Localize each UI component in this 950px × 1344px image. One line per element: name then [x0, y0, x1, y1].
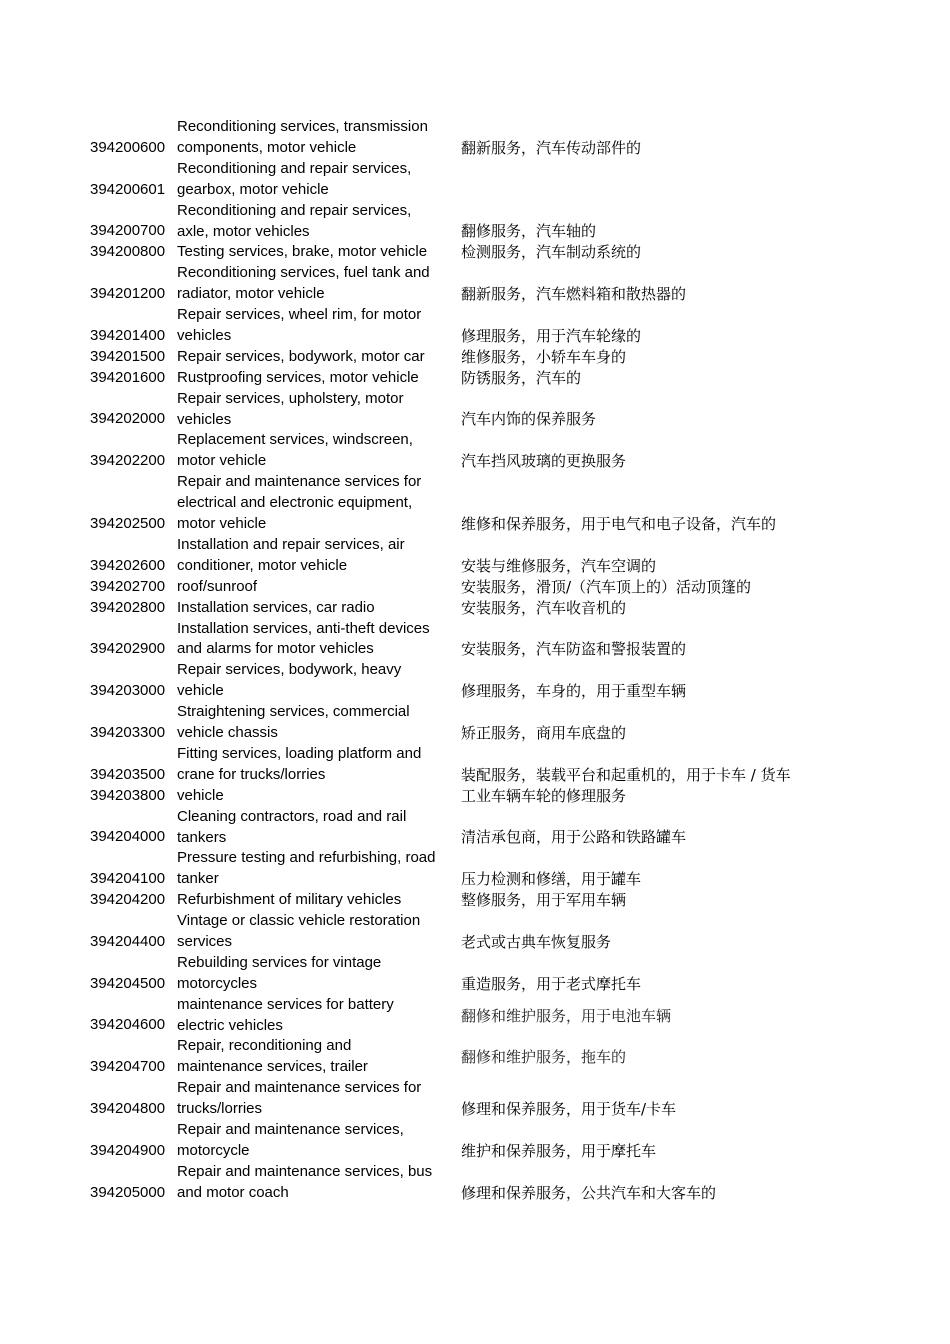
- chinese-translation: 矫正服务，商用车底盘的: [461, 723, 627, 742]
- chinese-translation: 安装与维修服务，汽车空调的: [461, 556, 657, 575]
- english-description-line: Replacement services, windscreen,: [177, 431, 413, 449]
- english-description-line: Repair services, bodywork, motor car: [177, 347, 425, 365]
- english-description-line: and motor coach: [177, 1183, 289, 1201]
- english-description-line: motor vehicle: [177, 515, 267, 533]
- english-description-line: Pressure testing and refurbishing, road: [177, 849, 436, 867]
- table-row: [0, 660, 950, 702]
- english-description-line: crane for trucks/lorries: [177, 765, 326, 783]
- table-row: [0, 848, 950, 890]
- chinese-translation: 老式或古典车恢复服务: [461, 932, 612, 951]
- translation-table: [0, 117, 950, 1204]
- item-code: 394200800: [90, 243, 166, 261]
- english-description: [177, 263, 457, 305]
- chinese-translation: 维修和保养服务，用于电气和电子设备，汽车的: [461, 514, 777, 533]
- english-description: [177, 430, 457, 472]
- english-description: [177, 660, 457, 702]
- english-description-line: Straightening services, commercial: [177, 703, 410, 721]
- item-code: 394200600: [90, 138, 166, 156]
- item-code: 394203500: [90, 765, 166, 783]
- chinese-translation: 装配服务，装载平台和起重机的，用于卡车 / 货车: [461, 765, 791, 784]
- chinese-translation: 翻新服务，汽车燃料箱和散热器的: [461, 285, 687, 304]
- english-description-line: services: [177, 932, 233, 950]
- english-description: [177, 786, 457, 807]
- english-description-line: Installation services, anti-theft devices: [177, 619, 430, 637]
- chinese-translation: 防锈服务，汽车的: [461, 368, 582, 387]
- item-code: 394202900: [90, 640, 166, 658]
- english-description: [177, 807, 457, 849]
- english-description-line: gearbox, motor vehicle: [177, 180, 329, 198]
- english-description-line: motorcycle: [177, 1141, 250, 1159]
- english-description-line: components, motor vehicle: [177, 138, 357, 156]
- table-row: [0, 911, 950, 953]
- item-code: 394204900: [90, 1141, 166, 1159]
- english-description: [177, 242, 457, 263]
- item-code: 394201500: [90, 347, 166, 365]
- english-description: [177, 953, 457, 995]
- english-description: [177, 702, 457, 744]
- english-description-line: tanker: [177, 870, 219, 888]
- english-description: [177, 577, 457, 598]
- english-description-line: motorcycles: [177, 974, 258, 992]
- english-description-line: Repair, reconditioning and: [177, 1037, 352, 1055]
- english-description: [177, 117, 457, 159]
- english-description-line: Installation services, car radio: [177, 598, 375, 616]
- english-description: [177, 995, 457, 1037]
- english-description-line: Testing services, brake, motor vehicle: [177, 243, 428, 261]
- english-description-line: trucks/lorries: [177, 1100, 263, 1118]
- english-description: [177, 368, 457, 389]
- table-row: [0, 117, 950, 159]
- english-description-line: Repair and maintenance services, bus: [177, 1162, 433, 1180]
- chinese-translation: 检测服务，汽车制动系统的: [461, 243, 642, 262]
- table-row: [0, 1078, 950, 1120]
- table-row: [0, 598, 950, 619]
- english-description-line: Repair and maintenance services for: [177, 1079, 422, 1097]
- item-code: 394204200: [90, 891, 166, 909]
- table-row: [0, 1036, 950, 1078]
- chinese-translation: 工业车辆车轮的修理服务: [461, 786, 627, 805]
- english-description-line: conditioner, motor vehicle: [177, 556, 348, 574]
- chinese-translation: 整修服务，用于军用车辆: [461, 891, 627, 910]
- item-code: 394204600: [90, 1016, 166, 1034]
- english-description-line: Repair and maintenance services,: [177, 1121, 404, 1139]
- table-row: [0, 430, 950, 472]
- english-description-line: motor vehicle: [177, 452, 267, 470]
- item-code: 394202600: [90, 556, 166, 574]
- item-code: 394204000: [90, 828, 166, 846]
- item-code: 394201400: [90, 326, 166, 344]
- chinese-translation: 翻新服务，汽车传动部件的: [461, 138, 642, 157]
- english-description-line: Rebuilding services for vintage: [177, 953, 382, 971]
- item-code: 394200601: [90, 180, 166, 198]
- item-code: 394202500: [90, 514, 166, 532]
- table-row: [0, 389, 950, 431]
- table-row: [0, 472, 950, 535]
- chinese-translation: 修理和保养服务，公共汽车和大客车的: [461, 1183, 717, 1202]
- english-description-line: Rustproofing services, motor vehicle: [177, 368, 419, 386]
- table-row: [0, 702, 950, 744]
- chinese-translation: 维修服务，小轿车车身的: [461, 347, 627, 366]
- table-row: [0, 890, 950, 911]
- english-description-line: roof/sunroof: [177, 577, 258, 595]
- english-description: [177, 1078, 457, 1120]
- english-description-line: vehicle chassis: [177, 724, 278, 742]
- chinese-translation: 清洁承包商，用于公路和铁路罐车: [461, 828, 687, 847]
- english-description: [177, 389, 457, 431]
- item-code: 394202000: [90, 410, 166, 428]
- english-description: [177, 201, 457, 243]
- english-description: [177, 472, 457, 535]
- table-row: [0, 347, 950, 368]
- table-row: [0, 786, 950, 807]
- table-row: [0, 1120, 950, 1162]
- english-description-line: Reconditioning services, transmission: [177, 118, 428, 135]
- english-description-line: maintenance services for battery: [177, 995, 394, 1013]
- english-description: [177, 619, 457, 661]
- english-description: [177, 890, 457, 911]
- english-description-line: and alarms for motor vehicles: [177, 640, 374, 658]
- english-description-line: Repair and maintenance services for: [177, 473, 422, 491]
- chinese-translation: 修理和保养服务，用于货车/卡车: [461, 1100, 677, 1119]
- english-description-line: Vintage or classic vehicle restoration: [177, 912, 421, 930]
- english-description-line: vehicle: [177, 786, 224, 804]
- chinese-translation: 安装服务，滑顶/（汽车顶上的）活动顶篷的: [461, 577, 752, 596]
- item-code: 394204400: [90, 932, 166, 950]
- chinese-translation: 压力检测和修缮，用于罐车: [461, 870, 642, 889]
- chinese-translation: 翻修和维护服务，用于电池车辆: [461, 1006, 672, 1025]
- table-row: [0, 1162, 950, 1204]
- chinese-translation: 翻修和维护服务，拖车的: [461, 1048, 627, 1067]
- table-row: [0, 159, 950, 201]
- english-description-line: Fitting services, loading platform and: [177, 744, 422, 762]
- item-code: 394204700: [90, 1058, 166, 1076]
- english-description-line: Installation and repair services, air: [177, 535, 405, 553]
- table-row: [0, 744, 950, 786]
- english-description-line: Reconditioning and repair services,: [177, 201, 412, 219]
- chinese-translation: 汽车内饰的保养服务: [461, 410, 597, 429]
- table-row: [0, 619, 950, 661]
- table-row: [0, 368, 950, 389]
- item-code: 394202200: [90, 452, 166, 470]
- table-row: [0, 263, 950, 305]
- english-description: [177, 347, 457, 368]
- english-description-line: radiator, motor vehicle: [177, 285, 325, 303]
- table-row: [0, 242, 950, 263]
- english-description: [177, 911, 457, 953]
- item-code: 394204100: [90, 870, 166, 888]
- item-code: 394203000: [90, 682, 166, 700]
- english-description: [177, 1120, 457, 1162]
- english-description-line: Repair services, wheel rim, for motor: [177, 306, 422, 324]
- table-row: [0, 305, 950, 347]
- english-description: [177, 305, 457, 347]
- chinese-translation: 汽车挡风玻璃的更换服务: [461, 452, 627, 471]
- item-code: 394204500: [90, 974, 166, 992]
- item-code: 394201200: [90, 285, 166, 303]
- chinese-translation: 维护和保养服务，用于摩托车: [461, 1141, 657, 1160]
- table-row: [0, 535, 950, 577]
- table-row: [0, 953, 950, 995]
- chinese-translation: 安装服务，汽车防盗和警报装置的: [461, 640, 687, 659]
- item-code: 394200700: [90, 222, 166, 240]
- table-row: [0, 995, 950, 1037]
- english-description: [177, 598, 457, 619]
- table-row: [0, 807, 950, 849]
- english-description: [177, 159, 457, 201]
- table-row: [0, 577, 950, 598]
- english-description-line: Cleaning contractors, road and rail: [177, 807, 407, 825]
- item-code: 394203300: [90, 723, 166, 741]
- chinese-translation: 重造服务，用于老式摩托车: [461, 974, 642, 993]
- item-code: 394204800: [90, 1100, 166, 1118]
- english-description-line: axle, motor vehicles: [177, 222, 310, 240]
- table-row: [0, 201, 950, 243]
- english-description: [177, 744, 457, 786]
- english-description: [177, 535, 457, 577]
- item-code: 394203800: [90, 786, 166, 804]
- english-description-line: Reconditioning services, fuel tank and: [177, 264, 430, 282]
- english-description-line: vehicles: [177, 326, 232, 344]
- english-description-line: maintenance services, trailer: [177, 1058, 368, 1076]
- english-description-line: electric vehicles: [177, 1016, 283, 1034]
- english-description-line: Refurbishment of military vehicles: [177, 891, 402, 909]
- chinese-translation: 修理服务，车身的，用于重型车辆: [461, 682, 687, 701]
- item-code: 394205000: [90, 1183, 166, 1201]
- item-code: 394202800: [90, 598, 166, 616]
- item-code: 394202700: [90, 577, 166, 595]
- chinese-translation: 修理服务，用于汽车轮缘的: [461, 326, 642, 345]
- english-description: [177, 1036, 457, 1078]
- item-code: 394201600: [90, 368, 166, 386]
- english-description-line: vehicle: [177, 682, 224, 700]
- chinese-translation: 安装服务，汽车收音机的: [461, 598, 627, 617]
- english-description-line: Reconditioning and repair services,: [177, 159, 412, 177]
- english-description-line: Repair services, upholstery, motor: [177, 389, 404, 407]
- english-description: [177, 1162, 457, 1204]
- english-description-line: vehicles: [177, 410, 232, 428]
- chinese-translation: 翻修服务，汽车轴的: [461, 222, 597, 241]
- english-description: [177, 848, 457, 890]
- english-description-line: tankers: [177, 828, 227, 846]
- english-description-line: electrical and electronic equipment,: [177, 494, 413, 512]
- english-description-line: Repair services, bodywork, heavy: [177, 661, 402, 679]
